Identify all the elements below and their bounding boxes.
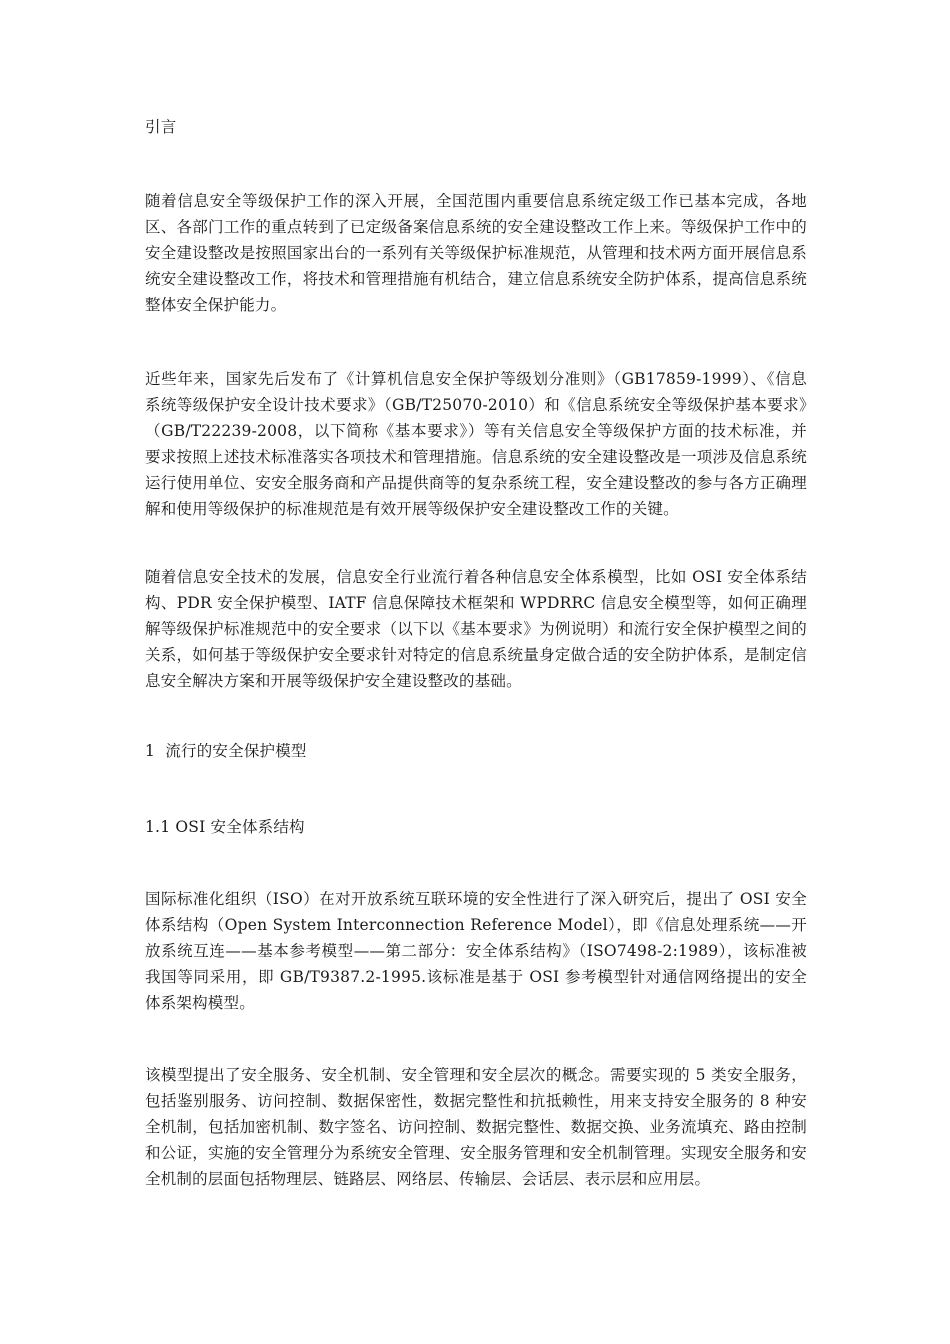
- intro-heading: 引言: [145, 118, 177, 136]
- paragraph: 随着信息安全等级保护工作的深入开展，全国范围内重要信息系统定级工作已基本完成，各地区、各部门工作的重点转到了已定级备案信息系统的安全建设整改工作上来。等级保护工作中的安全建设整改是按照国家出台的一系列有关等级保护标准规范，从管理和技术两方面开展信息系统安全建设整改工作，将技术和管理措施有机结合，建立信息系统安全防护体系，提高信息系统整体安全保护能力。: [145, 192, 807, 314]
- paragraph: 近些年来，国家先后发布了《计算机信息安全保护等级划分准则》（GB17859-1999）、《信息系统等级保护安全设计技术要求》（GB/T25070-2010）和《信息系统安全等级保护基本要求》（GB/T22239-2008，以下简称《基本要求》）等有关信息安全等级保护方面的技术标准，并要求按照上述技术标准落实各项技术和管理措施。信息系统的安全建设整改是一项涉及信息系统运行使用单位、安安全服务商和产品提供商等的复杂系统工程，安全建设整改的参与各方正确理解和使用等级保护的标准规范是有效开展等级保护安全建设整改工作的关键。: [145, 370, 807, 518]
- paragraph: 该模型提出了安全服务、安全机制、安全管理和安全层次的概念。需要实现的 5 类安全服务，包括鉴别服务、访问控制、数据保密性，数据完整性和抗抵赖性，用来支持安全服务的 8 种安全机制，包括加密机制、数字签名、访问控制、数据完整性、数据交换、业务流填充、路由控制和公证，实施的安全管理分为系统安全管理、安全服务管理和安全机制管理。实现安全服务和安全机制的层面包括物理层、链路层、网络层、传输层、会话层、表示层和应用层。: [145, 1066, 807, 1188]
- paragraph: 随着信息安全技术的发展，信息安全行业流行着各种信息安全体系模型，比如 OSI 安全体系结构、PDR 安全保护模型、IATF 信息保障技术框架和 WPDRRC 信息安全模型等，如何正确理解等级保护标准规范中的安全要求（以下以《基本要求》为例说明）和流行安全保护模型之间的关系，如何基于等级保护安全要求针对特定的信息系统量身定做合适的安全防护体系，是制定信息安全解决方案和开展等级保护安全建设整改的基础。: [145, 568, 807, 690]
- paragraph: 国际标准化组织（ISO）在对开放系统互联环境的安全性进行了深入研究后，提出了 OSI 安全体系结构（Open System Interconnection Reference Model），即《信息处理系统——开放系统互连——基本参考模型——第二部分：安全体系结构》（ISO7498-2:1989），该标准被我国等同采用，即 GB/T9387.2-1995.该标准是基于 OSI 参考模型针对通信网络提出的安全体系架构模型。: [145, 890, 807, 1012]
- section-1-heading: 1 流行的安全保护模型: [145, 742, 307, 760]
- section-1-1-heading: 1.1 OSI 安全体系结构: [145, 818, 305, 836]
